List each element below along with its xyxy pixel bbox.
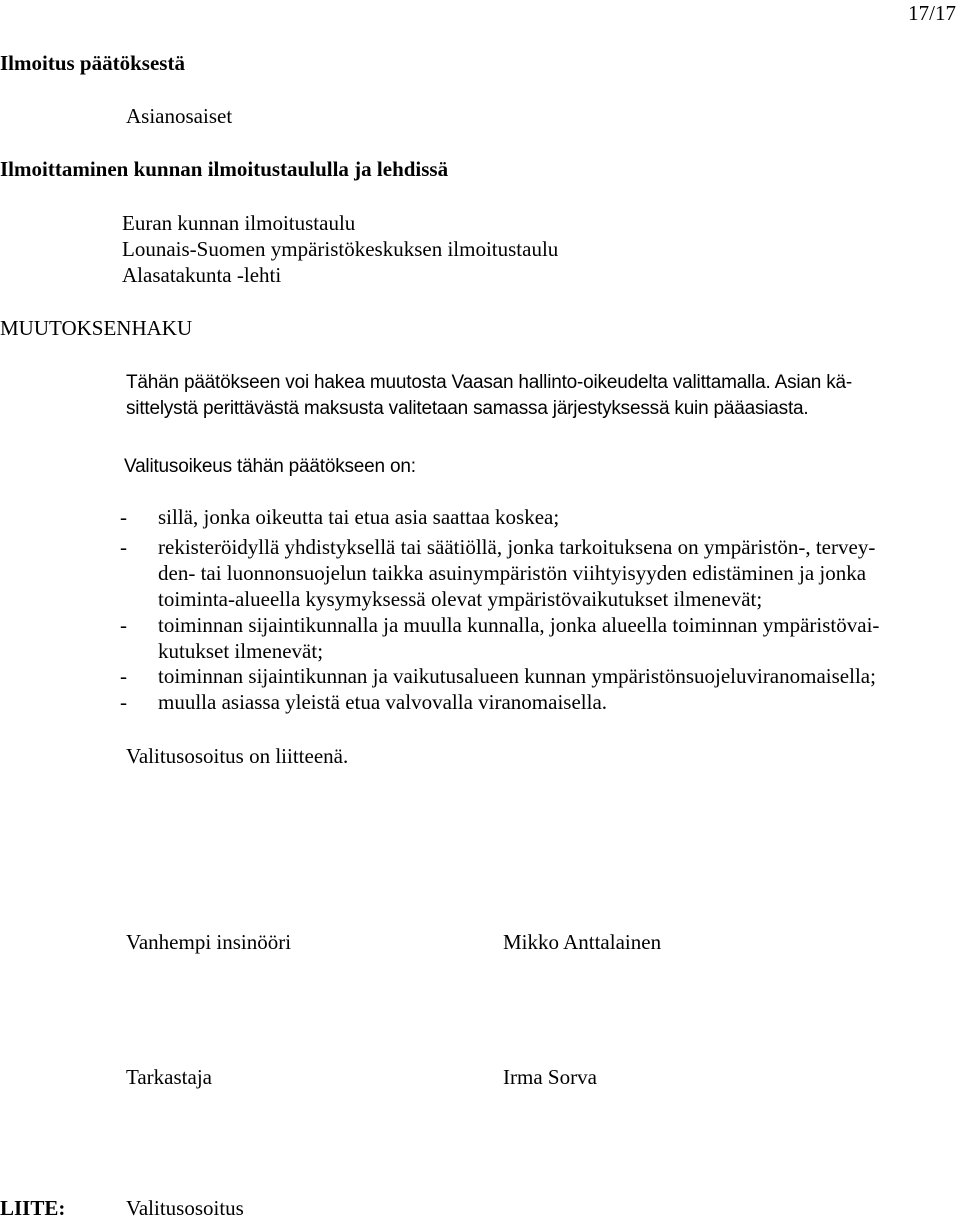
announcement-place: Euran kunnan ilmoitustaulu [122, 211, 356, 235]
list-item-line: den- tai luonnonsuojelun taikka asuinympäristön viihtyisyyden edistäminen ja jonka [158, 561, 867, 585]
appeal-instructions-note: Valitusosoitus on liitteenä. [126, 744, 349, 768]
attachment-label: LIITE: [0, 1196, 66, 1220]
list-item [120, 504, 950, 530]
signature-name: Mikko Anttalainen [503, 930, 662, 954]
list-item-line: kutukset ilmenevät; [158, 639, 324, 663]
announcement-place: Alasatakunta -lehti [122, 263, 282, 287]
list-dash: - [120, 690, 127, 714]
section-title: Ilmoitus päätöksestä [0, 51, 185, 75]
appeal-heading: MUUTOKSENHAKU [0, 316, 193, 340]
list-item [120, 689, 950, 715]
attachment-value: Valitusosoitus [126, 1196, 244, 1220]
list-item [120, 663, 950, 689]
list-item-line: rekisteröidyllä yhdistyksellä tai säätiöllä, jonka tarkoituksena on ympäristön-, tervey- [158, 535, 876, 559]
list-item-line: muulla asiassa yleistä etua valvovalla viranomaisella. [158, 690, 608, 714]
appeal-right-intro: Valitusoikeus tähän päätökseen on: [124, 456, 416, 477]
list-dash: - [120, 664, 127, 688]
list-item [120, 534, 950, 612]
list-item [120, 612, 950, 664]
list-item-line: toiminta-alueella kysymyksessä olevat ympäristövaikutukset ilmenevät; [158, 587, 763, 611]
announcement-places [122, 210, 558, 288]
page-number: 17/17 [908, 1, 956, 25]
signature-title: Tarkastaja [126, 1065, 212, 1089]
appeal-paragraph [126, 370, 852, 422]
list-dash: - [120, 613, 127, 637]
recipients: Asianosaiset [126, 104, 233, 128]
list-dash: - [120, 505, 127, 529]
signature-title: Vanhempi insinööri [126, 930, 292, 954]
paragraph-line: Tähän päätökseen voi hakea muutosta Vaasan hallinto-oikeudelta valittamalla. Asian kä- [126, 372, 853, 393]
signature-name: Irma Sorva [503, 1065, 597, 1089]
list-item-line: toiminnan sijaintikunnalla ja muulla kunnalla, jonka alueella toiminnan ympäristövai- [158, 613, 880, 637]
list-dash: - [120, 535, 127, 559]
announcement-heading: Ilmoittaminen kunnan ilmoitustaululla ja lehdissä [0, 157, 449, 181]
paragraph-line: sittelystä perittävästä maksusta valitetaan samassa järjestyksessä kuin pääasiasta. [126, 398, 809, 419]
announcement-place: Lounais-Suomen ympäristökeskuksen ilmoitustaulu [122, 237, 559, 261]
list-item-line: sillä, jonka oikeutta tai etua asia saattaa koskea; [158, 505, 560, 529]
list-item-line: toiminnan sijaintikunnan ja vaikutusalueen kunnan ympäristönsuojeluviranomaisella; [158, 664, 876, 688]
